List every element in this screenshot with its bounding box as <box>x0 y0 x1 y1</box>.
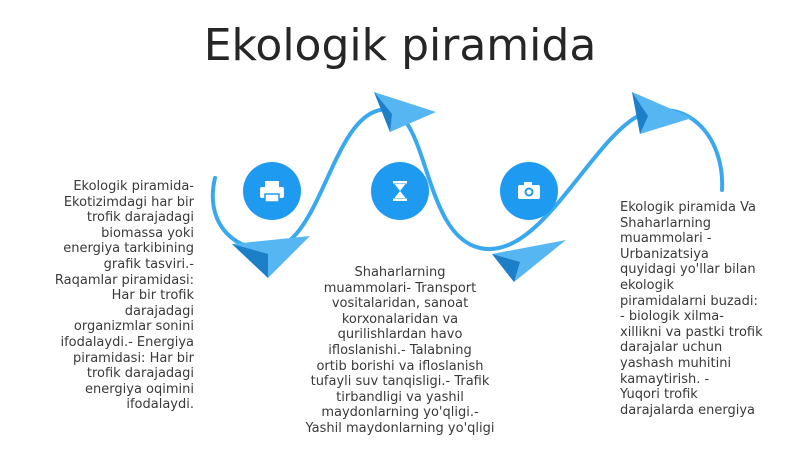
page-title: Ekologik piramida <box>203 20 597 71</box>
printer-icon <box>243 162 301 220</box>
paper-plane-2 <box>374 92 436 132</box>
icon-circle-hourglass <box>371 162 429 220</box>
icon-circle-printer <box>243 162 301 220</box>
paper-plane-1 <box>232 236 310 278</box>
icon-circle-camera <box>500 162 558 220</box>
text-block-middle: Shaharlarning muammolari- Transport vositalaridan, sanoat korxonalaridan va qurilishlardan havo ifloslanishi.- Talabning ortib borishi va ifloslanish tufayli suv tanqisligi.- Trafik tirbandligi va yashil maydonlarning yo'qligi.- Yashil maydonlarning yo'qligi <box>305 265 495 436</box>
text-block-right: Ekologik piramida Va Shaharlarning muammolari - Urbanizatsiya quyidagi yo'llar bilan ekologik piramidalarni buzadi: - biologik xilma- xillikni va pastki trofik darajalar uchun yashash muhitini kamaytirish. - Yuqori trofik darajalarda energiya <box>620 200 763 418</box>
hourglass-icon <box>371 162 429 220</box>
text-block-left: Ekologik piramida- Ekotizimdagi har bir trofik darajadagi biomassa yoki energiya tarkibining grafik tasviri.- Raqamlar piramidasi: Har bir trofik darajadagi organizmlar sonini ifodalaydi.- Energiya piramidasi: Har bir trofik darajadagi energiya oqimini ifodalaydi. <box>54 179 194 413</box>
camera-icon <box>500 162 558 220</box>
